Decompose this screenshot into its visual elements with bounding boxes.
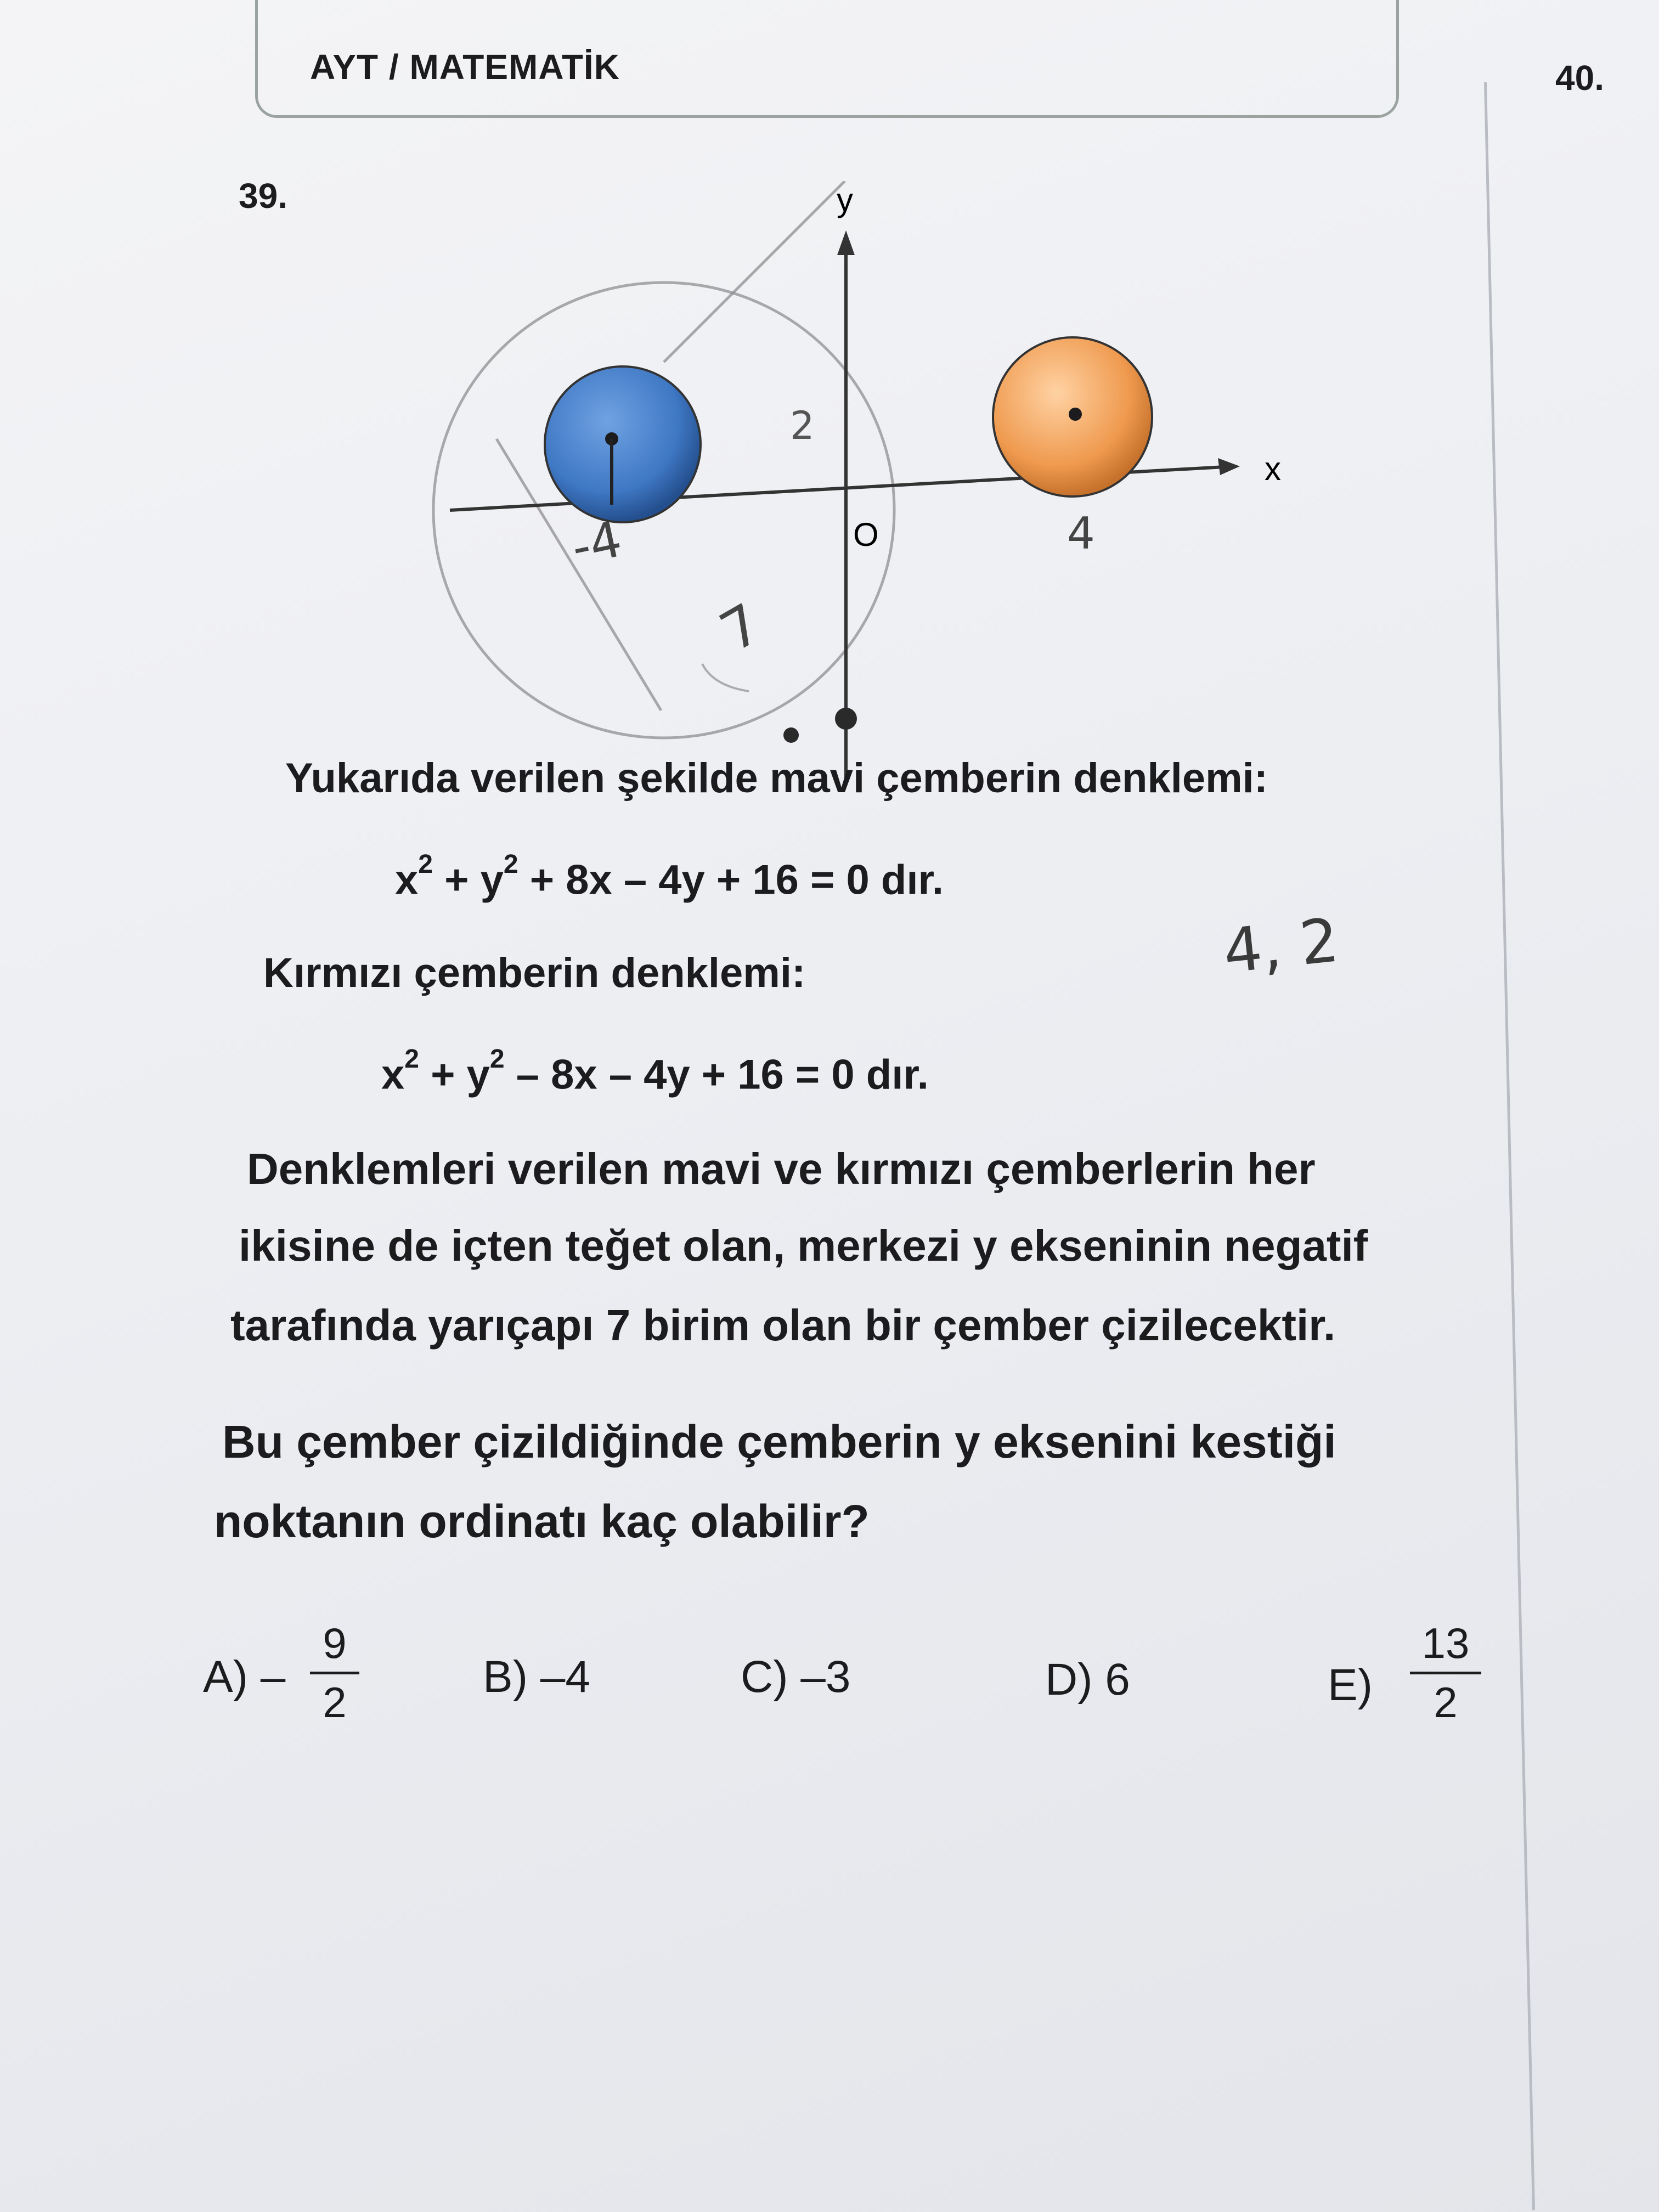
next-question-number: 40. [1555, 58, 1604, 98]
axis-x-label: x [1265, 450, 1281, 487]
option-e-label[interactable]: E) [1328, 1660, 1373, 1710]
coordinate-figure [428, 181, 1333, 795]
paragraph-line-3: tarafında yarıçapı 7 birim olan bir çember çizilecektir. [230, 1301, 1336, 1350]
pencil-line-right [664, 181, 845, 362]
option-a-label[interactable]: A) – [203, 1652, 286, 1702]
x-axis-arrow [1218, 458, 1240, 475]
blue-circle [545, 366, 701, 522]
option-a-fraction: 9 2 [310, 1618, 359, 1728]
handwritten-note: 4, 2 [1220, 905, 1342, 987]
option-e-fraction: 13 2 [1410, 1618, 1481, 1728]
column-divider [1484, 82, 1535, 2210]
paragraph-line-1: Denklemleri verilen mavi ve kırmızı çemberlerin her [247, 1144, 1316, 1193]
new-center-dot [835, 708, 857, 730]
question-line-1: Bu çember çizildiğinde çemberin y eksenini kestiği [222, 1416, 1336, 1468]
subject-title: AYT / MATEMATİK [310, 47, 620, 87]
hand-radius: 7 [709, 591, 772, 664]
option-b[interactable]: B) –4 [483, 1652, 590, 1702]
question-line-2: noktanın ordinatı kaç olabilir? [214, 1496, 870, 1547]
origin-label: O [853, 516, 879, 553]
hand-left-center: -4 [566, 510, 627, 577]
blue-circle-intro: Yukarıda verilen şekilde mavi çemberin denklemi: [285, 755, 1268, 802]
hand-right-center: 4 [1067, 508, 1095, 559]
axis-y-label: y [837, 182, 853, 218]
paragraph-line-2: ikisine de içten teğet olan, merkezi y ekseninin negatif [239, 1221, 1368, 1270]
option-c[interactable]: C) –3 [741, 1652, 851, 1702]
orange-center-dot [1069, 408, 1082, 421]
y-axis-arrow [837, 230, 855, 255]
red-circle-equation: $x^2 + y^2 - 8x - 4y + 16 = 0$ dır. [381, 1045, 929, 1098]
hand-top-y: 2 [790, 403, 815, 448]
blue-circle-equation: $x^2 + y^2 + 8x - 4y + 16 = 0$ dır. [395, 850, 944, 904]
pencil-arc [702, 664, 749, 691]
option-d[interactable]: D) 6 [1045, 1655, 1130, 1705]
question-number: 39. [239, 176, 287, 216]
red-circle-intro: Kırmızı çemberin denklemi: [263, 950, 806, 996]
